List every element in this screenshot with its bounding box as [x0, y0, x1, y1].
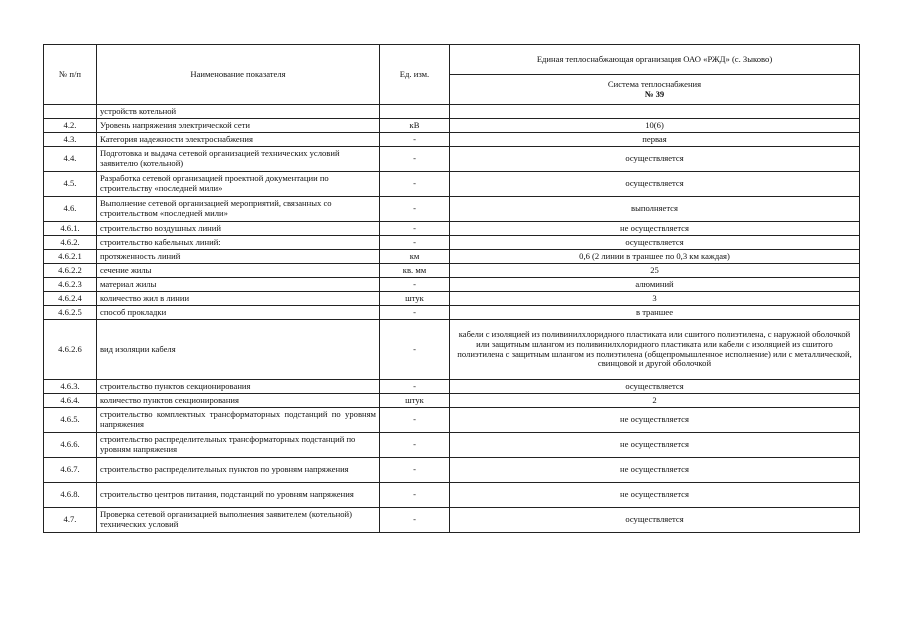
row-unit: [380, 105, 450, 119]
row-unit: -: [380, 380, 450, 394]
row-value: не осуществляется: [450, 433, 860, 458]
row-unit: км: [380, 250, 450, 264]
row-num: 4.6.3.: [44, 380, 97, 394]
table-row: [44, 483, 860, 508]
row-unit: -: [380, 306, 450, 320]
row-name: материал жилы: [97, 278, 380, 292]
row-num: 4.5.: [44, 172, 97, 197]
row-unit: -: [380, 408, 450, 433]
row-value: не осуществляется: [450, 458, 860, 483]
row-value: 0,6 (2 линии в траншее по 0,3 км каждая): [450, 250, 860, 264]
row-name: количество жил в линии: [97, 292, 380, 306]
table-row: [44, 197, 860, 222]
table-row: [44, 320, 860, 380]
row-num: 4.6.7.: [44, 458, 97, 483]
row-name: строительство распределительных трансформаторных подстанций по уровням напряжения: [97, 433, 380, 458]
row-value: осуществляется: [450, 508, 860, 533]
row-num: 4.6.1.: [44, 222, 97, 236]
row-unit: -: [380, 236, 450, 250]
row-num: 4.6.4.: [44, 394, 97, 408]
row-name: строительство комплектных трансформаторных подстанций по уровням напряжения: [97, 408, 380, 433]
row-unit: штук: [380, 292, 450, 306]
row-num: 4.6.2.3: [44, 278, 97, 292]
header-system: [450, 75, 860, 105]
row-value: не осуществляется: [450, 483, 860, 508]
row-name: строительство кабельных линий:: [97, 236, 380, 250]
table-header-row: [44, 45, 860, 75]
row-unit: кв. мм: [380, 264, 450, 278]
row-name: Подготовка и выдача сетевой организацией технических условий заявителю (котельной): [97, 147, 380, 172]
indicators-table: [43, 44, 860, 533]
table-row: [44, 292, 860, 306]
row-num: 4.6.5.: [44, 408, 97, 433]
row-value: осуществляется: [450, 380, 860, 394]
row-num: 4.6.6.: [44, 433, 97, 458]
row-value: осуществляется: [450, 236, 860, 250]
row-name: протяженность линий: [97, 250, 380, 264]
row-value: [450, 105, 860, 119]
header-system-label: Система теплоснабжения: [607, 78, 702, 89]
row-num: 4.6.2.1: [44, 250, 97, 264]
row-name: способ прокладки: [97, 306, 380, 320]
row-unit: -: [380, 133, 450, 147]
row-num: [44, 105, 97, 119]
row-value: кабели с изоляцией из поливинилхлоридного пластиката или сшитого полиэтилена, с наружной оболочкой или защитным шлангом из поливинилхлоридного пластиката или кабели с изоляцией из сшитого полиэтилена с защитным шлангом из полиэтилена (общепромышленное исполнение) или с металлической, свинцовой и другой оболочкой: [450, 320, 860, 380]
row-value: 25: [450, 264, 860, 278]
row-name: вид изоляции кабеля: [97, 320, 380, 380]
table-row: [44, 306, 860, 320]
table-row: [44, 433, 860, 458]
row-num: 4.6.2.6: [44, 320, 97, 380]
row-unit: -: [380, 197, 450, 222]
row-name: устройств котельной: [97, 105, 380, 119]
table-row: [44, 236, 860, 250]
table-row: [44, 105, 860, 119]
table-row: [44, 172, 860, 197]
row-name: строительство пунктов секционирования: [97, 380, 380, 394]
row-value: не осуществляется: [450, 222, 860, 236]
row-num: 4.6.2.2: [44, 264, 97, 278]
header-unit: Ед. изм.: [380, 45, 450, 105]
row-unit: -: [380, 483, 450, 508]
row-value: осуществляется: [450, 172, 860, 197]
row-unit: штук: [380, 394, 450, 408]
header-system-number: № 39: [644, 88, 665, 99]
row-num: 4.6.8.: [44, 483, 97, 508]
table-row: [44, 147, 860, 172]
row-num: 4.6.2.: [44, 236, 97, 250]
row-name: строительство воздушных линий: [97, 222, 380, 236]
table-row: [44, 250, 860, 264]
row-unit: -: [380, 147, 450, 172]
row-unit: -: [380, 320, 450, 380]
row-name: строительство распределительных пунктов по уровням напряжения: [97, 458, 380, 483]
table-row: [44, 264, 860, 278]
row-num: 4.6.2.4: [44, 292, 97, 306]
row-num: 4.6.2.5: [44, 306, 97, 320]
row-name: Уровень напряжения электрической сети: [97, 119, 380, 133]
row-value: выполняется: [450, 197, 860, 222]
row-unit: -: [380, 278, 450, 292]
table-row: [44, 458, 860, 483]
table-row: [44, 222, 860, 236]
row-name: Выполнение сетевой организацией мероприятий, связанных со строительством «последней мили»: [97, 197, 380, 222]
row-unit: -: [380, 433, 450, 458]
row-value: осуществляется: [450, 147, 860, 172]
row-value: 3: [450, 292, 860, 306]
row-num: 4.6.: [44, 197, 97, 222]
table-row: [44, 133, 860, 147]
row-name: количество пунктов секционирования: [97, 394, 380, 408]
row-value: 10(6): [450, 119, 860, 133]
row-name: Проверка сетевой организацией выполнения заявителем (котельной) технических условий: [97, 508, 380, 533]
row-num: 4.4.: [44, 147, 97, 172]
row-num: 4.7.: [44, 508, 97, 533]
header-num: № п/п: [44, 45, 97, 105]
header-org: Единая теплоснабжающая организация ОАО «РЖД» (с. Зыково): [450, 45, 860, 75]
row-num: 4.2.: [44, 119, 97, 133]
table-row: [44, 508, 860, 533]
row-value: алюминий: [450, 278, 860, 292]
row-value: в траншее: [450, 306, 860, 320]
row-name: Разработка сетевой организацией проектной документации по строительству «последней мили»: [97, 172, 380, 197]
row-value: первая: [450, 133, 860, 147]
row-unit: -: [380, 172, 450, 197]
row-unit: кВ: [380, 119, 450, 133]
row-unit: -: [380, 222, 450, 236]
row-num: 4.3.: [44, 133, 97, 147]
table-row: [44, 380, 860, 394]
row-value: 2: [450, 394, 860, 408]
table-row: [44, 394, 860, 408]
row-name: сечение жилы: [97, 264, 380, 278]
row-value: не осуществляется: [450, 408, 860, 433]
row-unit: -: [380, 508, 450, 533]
table-row: [44, 278, 860, 292]
row-name: строительство центров питания, подстанций по уровням напряжения: [97, 483, 380, 508]
table-row: [44, 119, 860, 133]
table-row: [44, 408, 860, 433]
header-name: Наименование показателя: [97, 45, 380, 105]
row-unit: -: [380, 458, 450, 483]
row-name: Категория надежности электроснабжения: [97, 133, 380, 147]
